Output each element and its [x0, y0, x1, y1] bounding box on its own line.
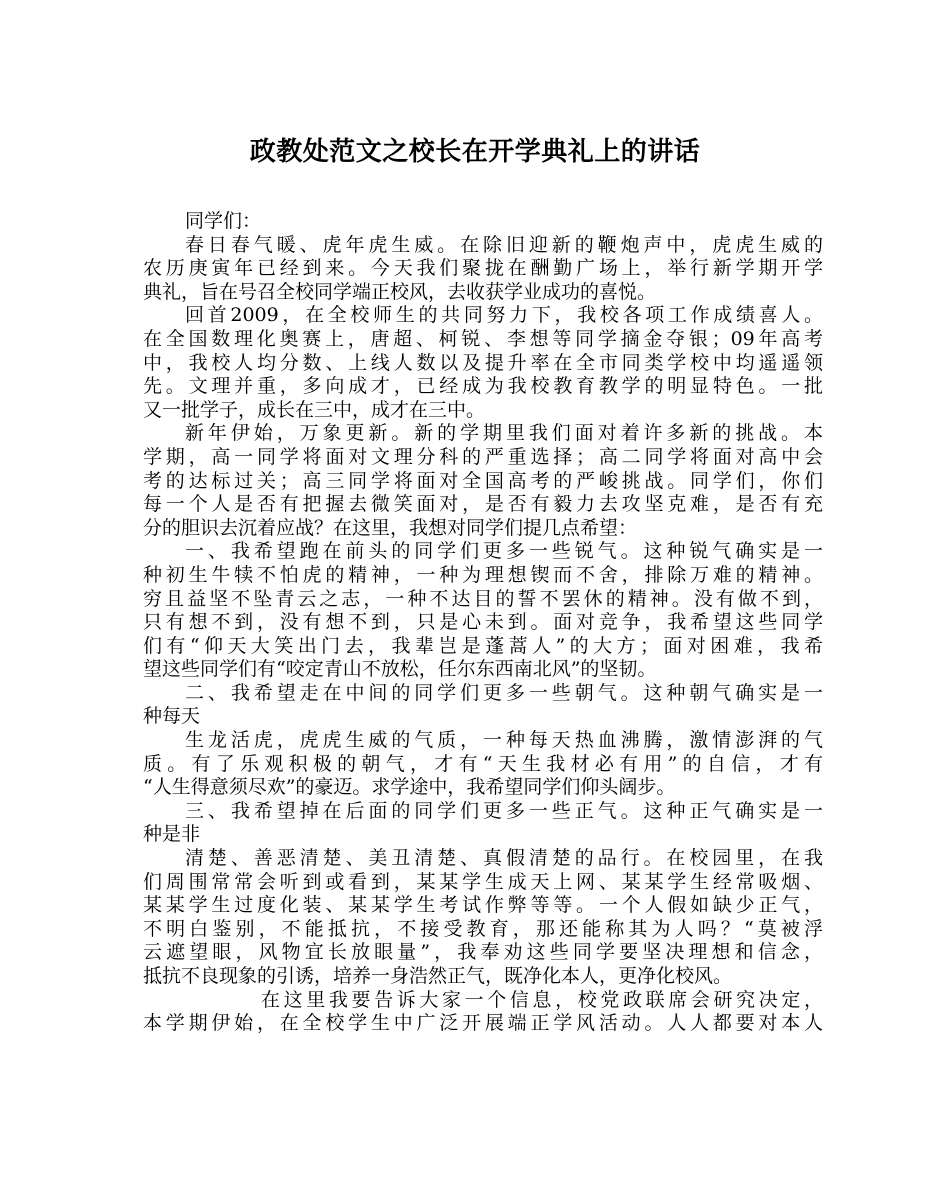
paragraph-line: 质。有了乐观积极的朝气，才有“天生我材必有用”的自信，才有 — [143, 752, 823, 775]
paragraph-line: 农历庚寅年已经到来。今天我们聚拢在酬勤广场上，举行新学期开学 — [143, 257, 823, 280]
paragraph-line: 们有“仰天大笑出门去，我辈岂是蓬蒿人”的大方；面对困难，我希 — [143, 634, 823, 657]
paragraph-line: 在这里我要告诉大家一个信息，校党政联席会研究决定， — [261, 988, 823, 1011]
paragraph-line: 新年伊始，万象更新。新的学期里我们面对着许多新的挑战。本 — [185, 422, 823, 445]
paragraph-line: 一、我希望跑在前头的同学们更多一些锐气。这种锐气确实是一 — [185, 540, 823, 563]
paragraph-line: 抵抗不良现象的引诱，培养一身浩然正气，既净化本人，更净化校风。 — [143, 965, 733, 987]
paragraph-line: 二、我希望走在中间的同学们更多一些朝气。这种朝气确实是一 — [185, 681, 823, 704]
paragraph-line: 在全国数理化奥赛上，唐超、柯锐、李想等同学摘金夺银；09年高考 — [143, 327, 823, 350]
paragraph-line: “人生得意须尽欢”的豪迈。求学途中，我希望同学们仰头阔步。 — [143, 776, 676, 799]
paragraph-line: 种初生牛犊不怕虎的精神，一种为理想锲而不舍，排除万难的精神。 — [143, 563, 823, 586]
paragraph-line: 穷且益坚不坠青云之志，一种不达目的誓不罢休的精神。没有做不到， — [143, 587, 823, 610]
paragraph-line: 同学们： — [185, 210, 262, 232]
paragraph-line: 云遮望眼，风物宜长放眼量”，我奉劝这些同学要坚决理想和信念， — [143, 941, 823, 964]
paragraph-line: 又一批学子，成长在三中，成才在三中。 — [143, 398, 486, 421]
paragraph-line: 学期，高一同学将面对文理分科的严重选择；高二同学将面对高中会 — [143, 445, 823, 468]
paragraph-line: 先。文理并重，多向成才，已经成为我校教育教学的明显特色。一批 — [143, 375, 823, 398]
paragraph-line: 不明白鉴别，不能抵抗，不接受教育，那还能称其为人吗？“莫被浮 — [143, 917, 823, 940]
paragraph-line: 种是非 — [143, 823, 201, 846]
paragraph-line: 只有想不到，没有想不到，只是心未到。面对竞争，我希望这些同学 — [143, 611, 823, 634]
document-title: 政教处范文之校长在开学典礼上的讲话 — [249, 137, 701, 167]
paragraph-line: 本学期伊始，在全校学生中广泛开展端正学风活动。人人都要对本人 — [143, 1012, 823, 1035]
paragraph-line: 种每天 — [143, 705, 201, 728]
paragraph-line: 中，我校人均分数、上线人数以及提升率在全市同类学校中均遥遥领 — [143, 351, 823, 374]
paragraph-line: 们周围常常会听到或看到，某某学生成天上网、某某学生经常吸烟、 — [143, 870, 823, 893]
paragraph-line: 清楚、善恶清楚、美丑清楚、真假清楚的品行。在校园里，在我 — [185, 847, 823, 870]
document-body — [143, 210, 823, 1036]
paragraph-line: 三、我希望掉在后面的同学们更多一些正气。这种正气确实是一 — [185, 799, 823, 822]
paragraph-line: 望这些同学们有“咬定青山不放松，任尔东西南北风”的坚韧。 — [143, 658, 657, 681]
paragraph-line: 生龙活虎，虎虎生威的气质，一种每天热血沸腾，激情澎湃的气 — [185, 729, 823, 752]
paragraph-line: 某某学生过度化装、某某学生考试作弊等等。一个人假如缺少正气， — [143, 894, 823, 917]
paragraph-line: 分的胆识去沉着应战？在这里，我想对同学们提几点希望： — [143, 516, 638, 539]
paragraph-line: 考的达标过关；高三同学将面对全国高考的严峻挑战。同学们，你们 — [143, 469, 823, 492]
paragraph-line: 典礼，旨在号召全校同学端正校风，去收获学业成功的喜悦。 — [143, 280, 657, 303]
paragraph-line: 每一个人是否有把握去微笑面对，是否有毅力去攻坚克难，是否有充 — [143, 493, 823, 516]
paragraph-line: 回首2009，在全校师生的共同努力下，我校各项工作成绩喜人。 — [185, 304, 823, 327]
paragraph-line: 春日春气暖、虎年虎生威。在除旧迎新的鞭炮声中，虎虎生威的 — [185, 233, 823, 256]
